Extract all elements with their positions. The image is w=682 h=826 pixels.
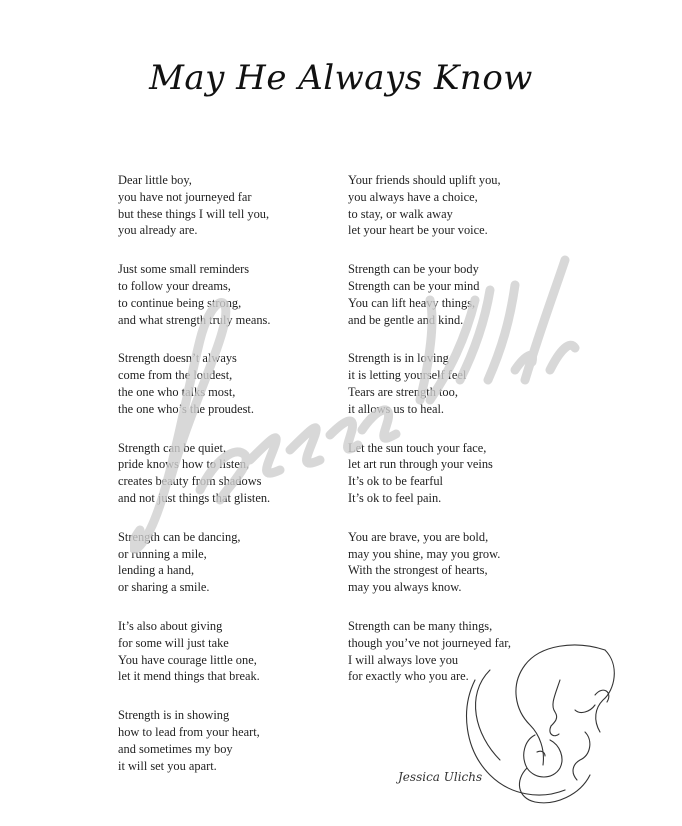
poem-column-right: [348, 172, 548, 707]
stanza: [348, 350, 548, 417]
poem-line: Dear little boy,: [118, 173, 192, 187]
poem-line: it allows us to heal.: [348, 401, 445, 416]
poem-line: though you’ve not journeyed far,: [348, 635, 511, 650]
poem-line: let art run through your veins: [348, 457, 493, 472]
poem-line: for some will just take: [118, 635, 229, 650]
stanza: [348, 529, 548, 596]
poem-line: Strength can be many things,: [348, 618, 493, 633]
poem-line: to continue being strong,: [118, 295, 242, 310]
poem-line: for exactly who you are.: [348, 669, 469, 684]
poem-line: let your heart be your voice.: [348, 223, 488, 238]
poem-line: the one who’s the proudest.: [118, 401, 254, 416]
poem-line: Strength can be your mind: [348, 278, 480, 293]
poem-line: With the strongest of hearts,: [348, 563, 488, 578]
poem-line: you always have a choice,: [348, 189, 478, 204]
poem-line: may you shine, may you grow.: [348, 546, 501, 561]
poem-line: Your friends should uplift you,: [348, 173, 501, 187]
poem-line: you already are.: [118, 223, 198, 238]
poem-line: and be gentle and kind.: [348, 312, 464, 327]
poem-line: lending a hand,: [118, 563, 195, 578]
stanza: [118, 350, 318, 417]
poem-line: and not just things that glisten.: [118, 490, 271, 505]
poem-line: let it mend things that break.: [118, 669, 260, 684]
stanza: [118, 261, 318, 328]
poem-line: Just some small reminders: [118, 262, 250, 277]
poem-line: to follow your dreams,: [118, 278, 231, 293]
poem-line: It’s ok to be fearful: [348, 474, 443, 489]
poem-line: It’s also about giving: [118, 618, 223, 633]
poem-title: May He Always Know: [149, 58, 533, 98]
mother-child-line-art-icon: [455, 640, 635, 810]
poem-column-left: [118, 172, 318, 796]
poem-line: Let the sun touch your face,: [348, 440, 487, 455]
stanza: [348, 261, 548, 328]
poem-line: You can lift heavy things,: [348, 295, 476, 310]
stanza: [348, 172, 548, 239]
poem-line: come from the loudest,: [118, 368, 233, 383]
poem-line: or sharing a smile.: [118, 580, 210, 595]
poem-line: you have not journeyed far: [118, 189, 252, 204]
poem-line: You are brave, you are bold,: [348, 529, 489, 544]
poem-line: I will always love you: [348, 652, 459, 667]
poem-line: Tears are strength too,: [348, 384, 458, 399]
stanza: [348, 440, 548, 507]
poem-line: and sometimes my boy: [118, 741, 233, 756]
stanza: [118, 440, 318, 507]
poem-line: may you always know.: [348, 580, 462, 595]
poem-line: You have courage little one,: [118, 652, 257, 667]
poem-line: It’s ok to feel pain.: [348, 490, 442, 505]
poem-line: it will set you apart.: [118, 758, 217, 773]
poem-line: creates beauty from shadows: [118, 474, 262, 489]
poem-line: Strength can be quiet,: [118, 440, 227, 455]
poem-line: but these things I will tell you,: [118, 206, 270, 221]
poem-line: Strength is in showing: [118, 708, 230, 723]
artist-signature: Jessica Ulichs: [398, 770, 483, 784]
poem-line: pride knows how to listen,: [118, 457, 250, 472]
poem-line: Strength can be your body: [348, 262, 479, 277]
poem-line: and what strength truly means.: [118, 312, 271, 327]
poem-line: or running a mile,: [118, 546, 207, 561]
poem-line: Strength doesn’t always: [118, 351, 237, 366]
poem-line: to stay, or walk away: [348, 206, 453, 221]
poem-line: the one who talks most,: [118, 384, 236, 399]
poem-line: Strength can be dancing,: [118, 529, 241, 544]
poem-line: it is letting yourself feel: [348, 368, 467, 383]
stanza: [118, 618, 318, 685]
poem-line: Strength is in loving: [348, 351, 449, 366]
stanza: [118, 529, 318, 596]
stanza: [118, 707, 318, 774]
stanza: [118, 172, 318, 239]
poem-line: how to lead from your heart,: [118, 724, 260, 739]
